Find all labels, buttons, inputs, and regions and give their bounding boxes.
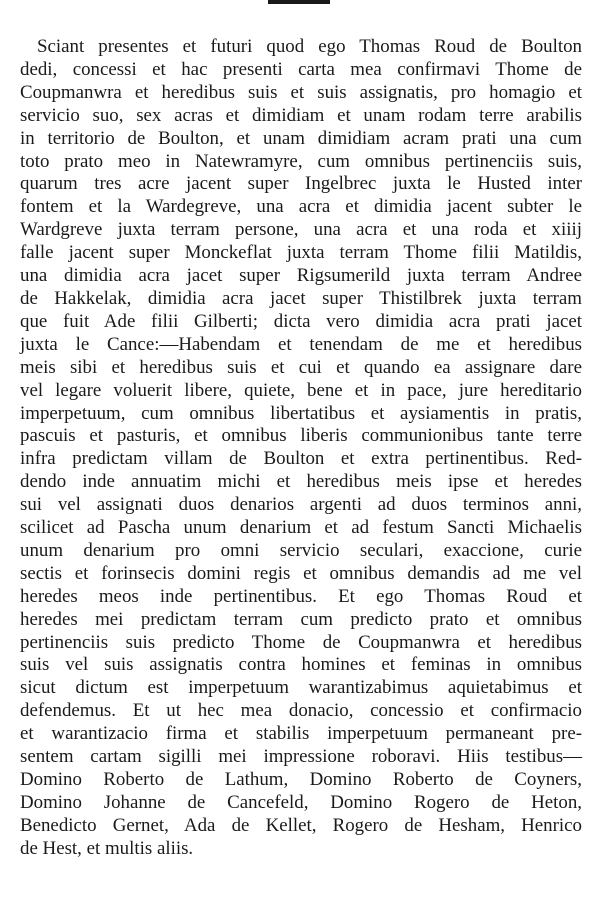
text-line: heredes mei predictam terram cum predicto prato et omnibus (20, 608, 582, 630)
text-line: et warantizacio firma et stabilis imperpetuum permaneant pre- (20, 723, 582, 745)
text-line: defendemus. Et ut hec mea donacio, concessio et confirmacio (20, 700, 582, 722)
top-rule (268, 0, 330, 4)
text-line: de Hakkelak, dimidia acra jacet super Thistilbrek juxta terram (20, 287, 582, 309)
text-line: toto prato meo in Natewramyre, cum omnibus pertinenciis suis, (20, 150, 582, 172)
text-line: vel legare voluerit libere, quiete, bene et in pace, jure hereditario (20, 379, 582, 401)
text-line: unum denarium pro omni servicio seculari, exaccione, curie (20, 539, 582, 561)
text-line: servicio suo, sex acras et dimidiam et unam rodam terre arabilis (20, 104, 582, 126)
text-line: Domino Roberto de Lathum, Domino Roberto de Coyners, (20, 769, 582, 790)
text-line: Sciant presentes et futuri quod ego Thomas Roud de Boulton (37, 36, 582, 57)
text-line: juxta le Cance:—Habendam et tenendam de me et heredibus (20, 333, 582, 355)
text-line: pertinenciis suis predicto Thome de Coupmanwra et heredibus (20, 631, 582, 653)
text-line: heredes meos inde pertinentibus. Et ego Thomas Roud et (20, 585, 582, 607)
text-line: una dimidia acra jacet super Rigsumerild juxta terram Andree (20, 265, 582, 287)
text-line: Wardgreve juxta terram persone, una acra et una roda et xiiij (20, 219, 582, 241)
text-line: meis sibi et heredibus suis et cui et quando ea assignare dare (20, 356, 582, 378)
text-line: que fuit Ade filii Gilberti; dicta vero dimidia acra prati jacet (20, 310, 582, 332)
text-line: sicut dictum est imperpetuum warantizabimus aquietabimus et (20, 677, 582, 699)
text-line: Domino Johanne de Cancefeld, Domino Rogero de Heton, (20, 791, 582, 813)
text-line: pascuis et pasturis, et omnibus liberis communionibus tante terre (20, 425, 582, 447)
text-line: imperpetuum, cum omnibus libertatibus et aysiamentis in pratis, (20, 402, 582, 424)
text-line: falle jacent super Monckeflat juxta terram Thome filii Matildis, (20, 242, 582, 264)
text-line: in territorio de Boulton, et unam dimidiam acram prati una cum (20, 127, 582, 149)
text-line: sectis et forinsecis domini regis et omnibus demandis ad me vel (20, 562, 582, 584)
text-line: dedi, concessi et hac presenti carta mea confirmavi Thome de (20, 58, 582, 80)
text-line: dendo inde annuatim michi et heredibus meis ipse et heredes (20, 471, 582, 493)
text-line: fontem et la Wardegreve, una acra et dimidia jacent subter le (20, 196, 582, 218)
text-line: scilicet ad Pascha unum denarium et ad festum Sancti Michaelis (20, 517, 582, 539)
text-line: suis vel suis assignatis contra homines et feminas in omnibus (20, 654, 582, 676)
text-line: sentem cartam sigilli mei impressione roboravi. Hiis testibus— (20, 746, 582, 768)
text-line: quarum tres acre jacent super Ingelbrec juxta le Husted inter (20, 173, 582, 195)
text-line: sui vel assignati duos denarios argenti ad duos terminos anni, (20, 494, 582, 516)
text-line: Coupmanwra et heredibus suis et suis assignatis, pro homagio et (20, 81, 582, 103)
text-line: de Hest, et multis aliis. (20, 837, 194, 859)
page-body (20, 36, 582, 861)
text-line: infra predictam villam de Boulton et extra pertinentibus. Red- (20, 448, 582, 470)
text-line: Benedicto Gernet, Ada de Kellet, Rogero de Hesham, Henrico (20, 814, 582, 836)
charter-text (20, 36, 582, 861)
